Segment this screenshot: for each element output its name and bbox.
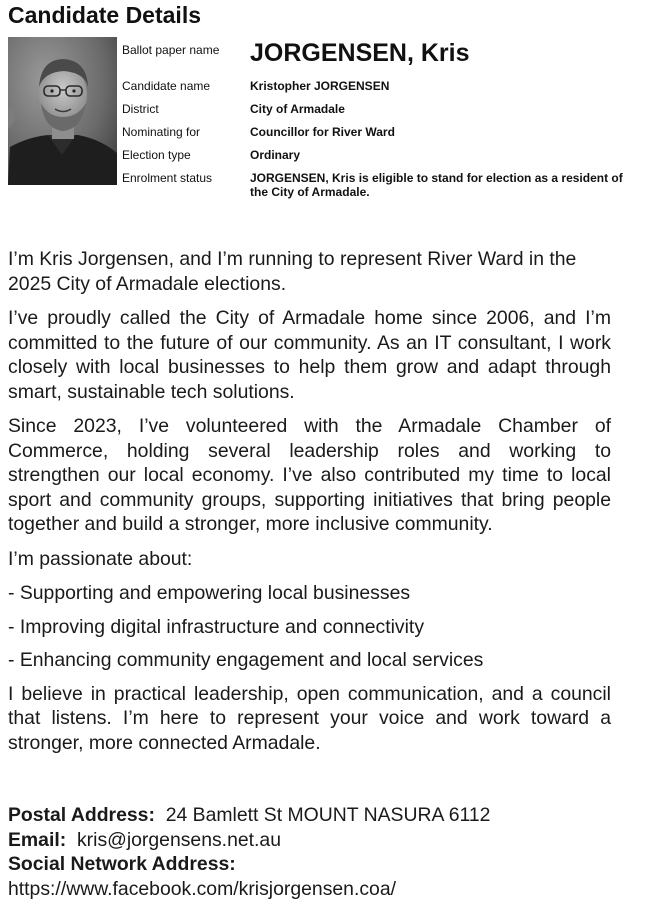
enrolment-label: Enrolment status [122, 171, 213, 185]
election-type-label: Election type [122, 148, 191, 162]
election-type-value: Ordinary [250, 148, 301, 162]
nominating-value: Councillor for River Ward [250, 125, 395, 139]
election-type-row [122, 148, 644, 171]
candidate-name-value: Kristopher JORGENSEN [250, 79, 390, 93]
list-item: - Improving digital infrastructure and connectivity [8, 615, 425, 638]
candidate-name-row [122, 79, 644, 102]
nominating-row [122, 125, 644, 148]
district-row [122, 102, 644, 125]
statement-paragraph-5: I believe in practical leadership, open communication, and a council that listens. I’m here to represent your voice and work toward a stronger, more connected Armadale. [8, 682, 611, 754]
candidate-name-label: Candidate name [122, 79, 211, 93]
email-line [8, 828, 628, 853]
ballot-name-row [122, 37, 644, 79]
social-url-line [8, 877, 628, 902]
district-value: City of Armadale [250, 102, 345, 116]
nominating-label: Nominating for [122, 125, 201, 139]
postal-address-label: Postal Address: [8, 804, 155, 826]
enrolment-row [122, 171, 644, 199]
list-item: - Enhancing community engagement and local services [8, 649, 484, 671]
postal-address-value: 24 Bamlett St MOUNT NASURA 6112 [165, 804, 491, 826]
email-value: kris@jorgensens.net.au [76, 828, 281, 851]
page-title: Candidate Details [8, 2, 201, 28]
social-label-line [8, 852, 628, 877]
statement-paragraph-4: I’m passionate about: [8, 547, 193, 570]
ballot-name-value: JORGENSEN, Kris [250, 39, 470, 67]
ballot-name-label: Ballot paper name [122, 43, 220, 57]
candidate-photo-icon [8, 37, 117, 185]
email-label: Email: [8, 828, 67, 851]
enrolment-value: JORGENSEN, Kris is eligible to stand for election as a resident of the City of Armadale. [250, 171, 623, 199]
candidate-details-table [122, 37, 644, 199]
district-label: District [122, 102, 159, 116]
statement-paragraph-2: I’ve proudly called the City of Armadale home since 2006, and I’m committed to the future of our community. As an IT consultant, I work closely with local businesses to help them grow and adapt through smart, sustainable tech solutions. [8, 307, 611, 403]
statement-paragraph-3: Since 2023, I’ve volunteered with the Armadale Chamber of Commerce, holding several leadership roles and working to strengthen our local economy. I’ve also contributed my time to local sport and community groups, supporting initiatives that bring people together and build a stronger, more inclusive community. [8, 415, 611, 535]
statement-paragraph-1: I’m Kris Jorgensen, and I’m running to represent River Ward in the 2025 City of Armadale elections. [8, 248, 577, 295]
social-network-link[interactable]: https://www.facebook.com/krisjorgensen.coa/ [8, 877, 396, 900]
list-item: - Supporting and empowering local businesses [8, 582, 411, 604]
candidate-statement [8, 247, 611, 765]
postal-address-line [8, 803, 628, 828]
contact-details [8, 803, 628, 901]
candidate-photo [8, 37, 117, 185]
social-network-label: Social Network Address: [8, 853, 236, 875]
